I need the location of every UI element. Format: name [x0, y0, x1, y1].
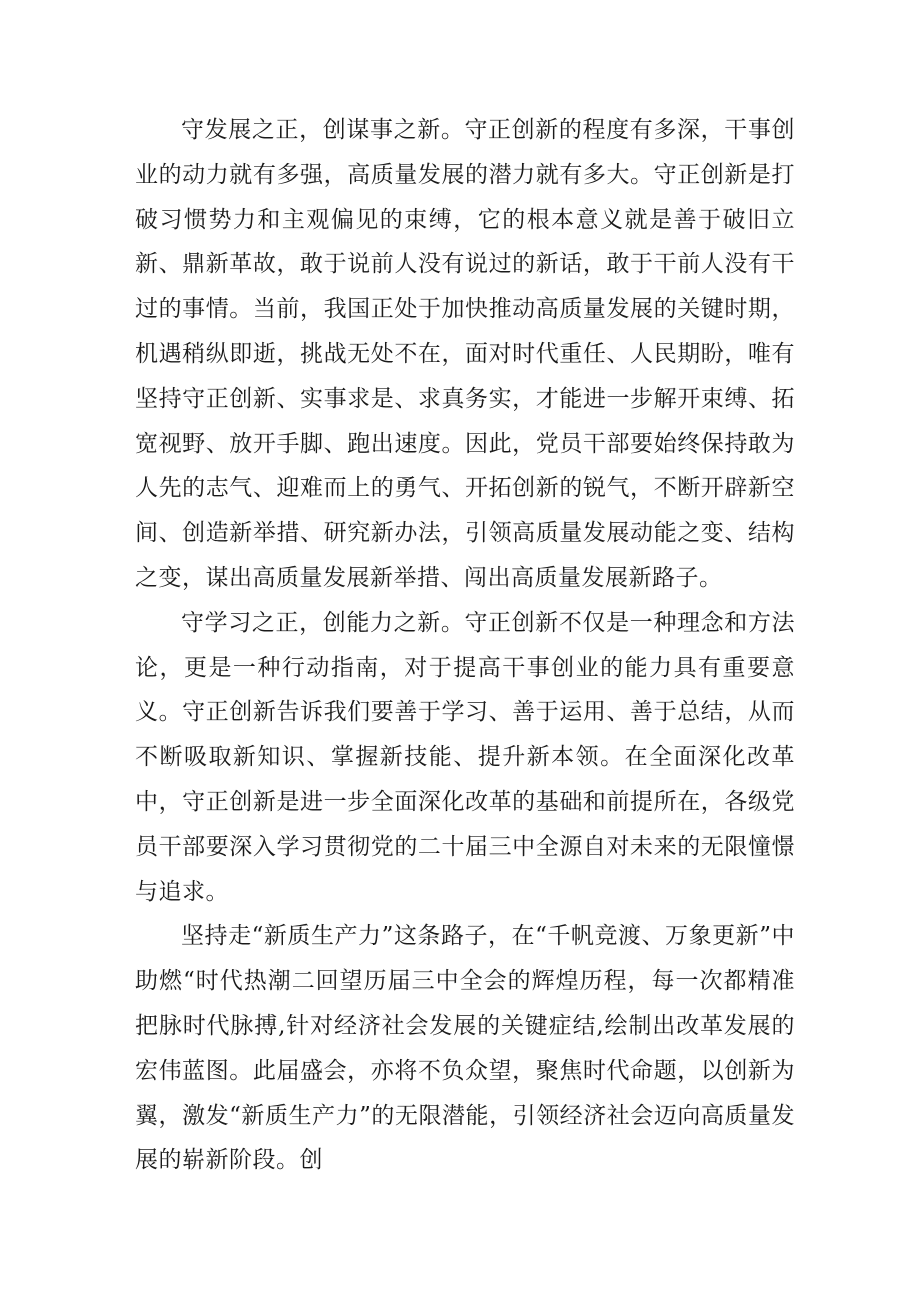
paragraph-learning: 守学习之正，创能力之新。守正创新不仅是一种理念和方法论，更是一种行动指南，对于提高干事创业的能力具有重要意义。守正创新告诉我们要善于学习、善于运用、善于总结，从而不断吸取新知识、掌握新技能、提升新本领。在全面深化改革中，守正创新是进一步全面深化改革的基础和前提所在，各级党员干部要深入学习贯彻党的二十届三中全源自对未来的无限憧憬与追求。 — [135, 609, 795, 905]
document-body — [135, 108, 795, 1183]
paragraph-development: 守发展之正，创谋事之新。守正创新的程度有多深，干事创业的动力就有多强，高质量发展的潜力就有多大。守正创新是打破习惯势力和主观偏见的束缚，它的根本意义就是善于破旧立新、鼎新革故，敢于说前人没有说过的新话，敢于干前人没有干过的事情。当前，我国正处于加快推动高质量发展的关键时期，机遇稍纵即逝，挑战无处不在，面对时代重任、人民期盼，唯有坚持守正创新、实事求是、求真务实，才能进一步解开束缚、拓宽视野、放开手脚、跑出速度。因此，党员干部要始终保持敢为人先的志气、迎难而上的勇气、开拓创新的锐气，不断开辟新空间、创造新举措、研究新办法，引领高质量发展动能之变、结构之变，谋出高质量发展新举措、闯出高质量发展新路子。 — [135, 117, 795, 591]
paragraph-productivity: 坚持走“新质生产力”这条路子，在“千帆竞渡、万象更新”中助燃“时代热潮二回望历届三中全会的辉煌历程，每一次都精准把脉时代脉搏,针对经济社会发展的关键症结,绘制出改革发展的宏伟蓝图。此届盛会，亦将不负众望，聚焦时代命题，以创新为翼，激发“新质生产力”的无限潜能，引领经济社会迈向高质量发展的崭新阶段。创 — [135, 923, 795, 1174]
